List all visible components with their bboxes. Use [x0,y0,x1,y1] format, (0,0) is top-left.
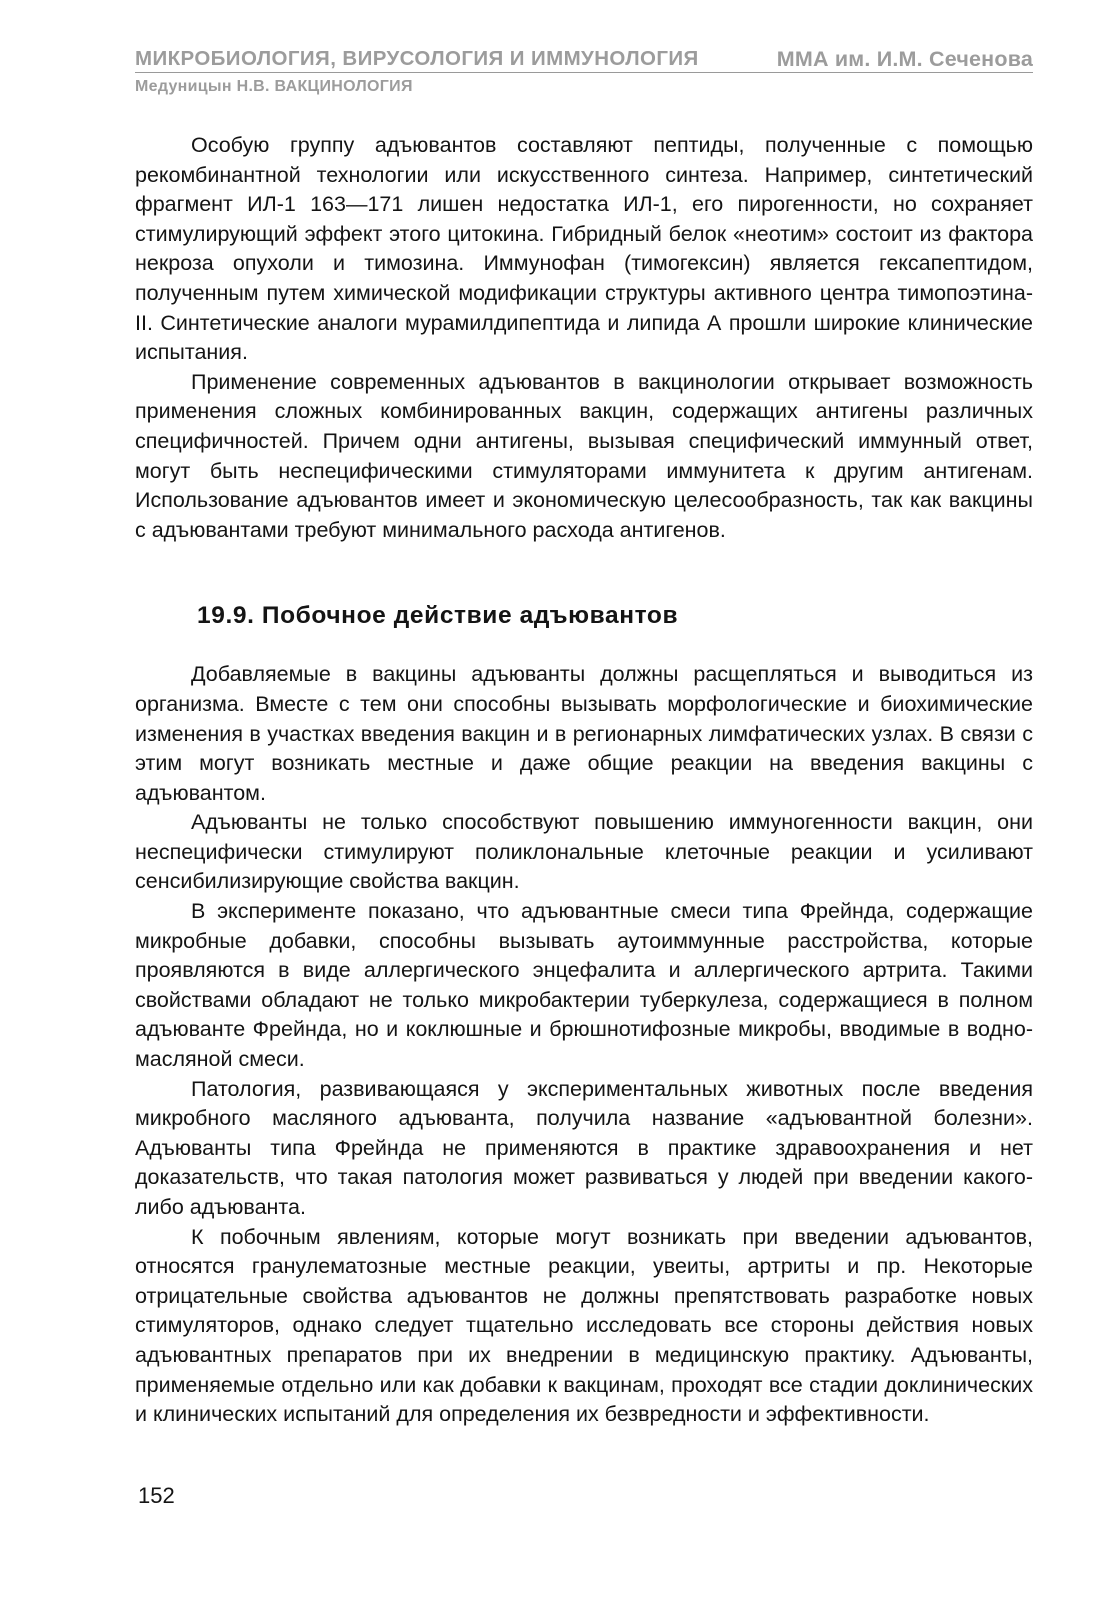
course-title: МИКРОБИОЛОГИЯ, ВИРУСОЛОГИЯ И ИММУНОЛОГИЯ [135,47,699,70]
paragraph: Патология, развивающаяся у экспериментальных животных после введения микробного масляного адъюванта, получила название «адъювантной болезни». Адъюванты типа Фрейнда не применяются в практике здравоохранения и нет доказательств, что такая патология может развиваться у людей при введении какого-либо адъюванта. [135,1076,1033,1219]
institution-name: ММА им. И.М. Сеченова [776,47,1033,71]
paragraph: Особую группу адъювантов составляют пептиды, полученные с помощью рекомбинантной технологии или искусственного синтеза. Например, синтетический фрагмент ИЛ-1 163—171 лишен недостатка ИЛ-1, его пирогенности, но сохраняет стимулирующий эффект этого цитокина. Гибридный белок «неотим» состоит из фактора некроза опухоли и тимозина. Иммунофан (тимогексин) является гексапептидом, полученным путем химической модификации структуры активного центра тимопоэтина-II. Синтетические аналоги мурамилдипептида и липида А прошли широкие клинические испытания. [135,133,1033,365]
page-number: 152 [138,1483,175,1508]
paragraph: Применение современных адъювантов в вакцинологии открывает возможность применения сложных комбинированных вакцин, содержащих антигены различных специфичностей. Причем одни антигены, вызывая специфический иммунный ответ, могут быть неспецифическими стимуляторами иммунитета к другим антигенам. Использование адъювантов имеет и экономическую целесообразность, так как вакцины с адъювантами требуют минимального расхода антигенов. [135,369,1033,542]
paragraph: К побочным явлениям, которые могут возникать при введении адъювантов, относятся гранулематозные местные реакции, увеиты, артриты и пр. Некоторые отрицательные свойства адъювантов не должны препятствовать разработке новых стимуляторов, однако следует тщательно исследовать все стороны действия новых адъювантных препаратов при их внедрении в медицинскую практику. Адъюванты, применяемые отдельно или как добавки к вакцинам, проходят все стадии доклинических и клинических испытаний для определения их безвредности и эффективности. [135,1224,1033,1427]
paragraph: В эксперименте показано, что адъювантные смеси типа Фрейнда, содержащие микробные добавки, способны вызывать аутоиммунные расстройства, которые проявляются в виде аллергического энцефалита и аллергического артрита. Такими свойствами обладают не только микробактерии туберкулеза, содержащиеся в полном адъюванте Фрейнда, но и коклюшные и брюшнотифозные микробы, вводимые в водно-масляной смеси. [135,899,1033,1072]
book-title: Медуницын Н.В. ВАКЦИНОЛОГИЯ [135,78,413,95]
running-header [135,47,1033,97]
page-body [135,131,1033,1430]
header-top-line [135,47,1033,73]
paragraph: Добавляемые в вакцины адъюванты должны расщепляться и выводиться из организма. Вместе с тем они способны вызывать морфологические и биохимические изменения в участках введения вакцин и в регионарных лимфатических узлах. В связи с этим могут возникать местные и даже общие реакции на введения вакцины с адъювантом. [135,662,1033,805]
paragraph: Адъюванты не только способствуют повышению иммуногенности вакцин, они неспецифически стимулируют поликлональные клеточные реакции и усиливают сенсибилизирующие свойства вакцин. [135,810,1033,894]
section-heading: 19.9. Побочное действие адъювантов [197,602,679,630]
